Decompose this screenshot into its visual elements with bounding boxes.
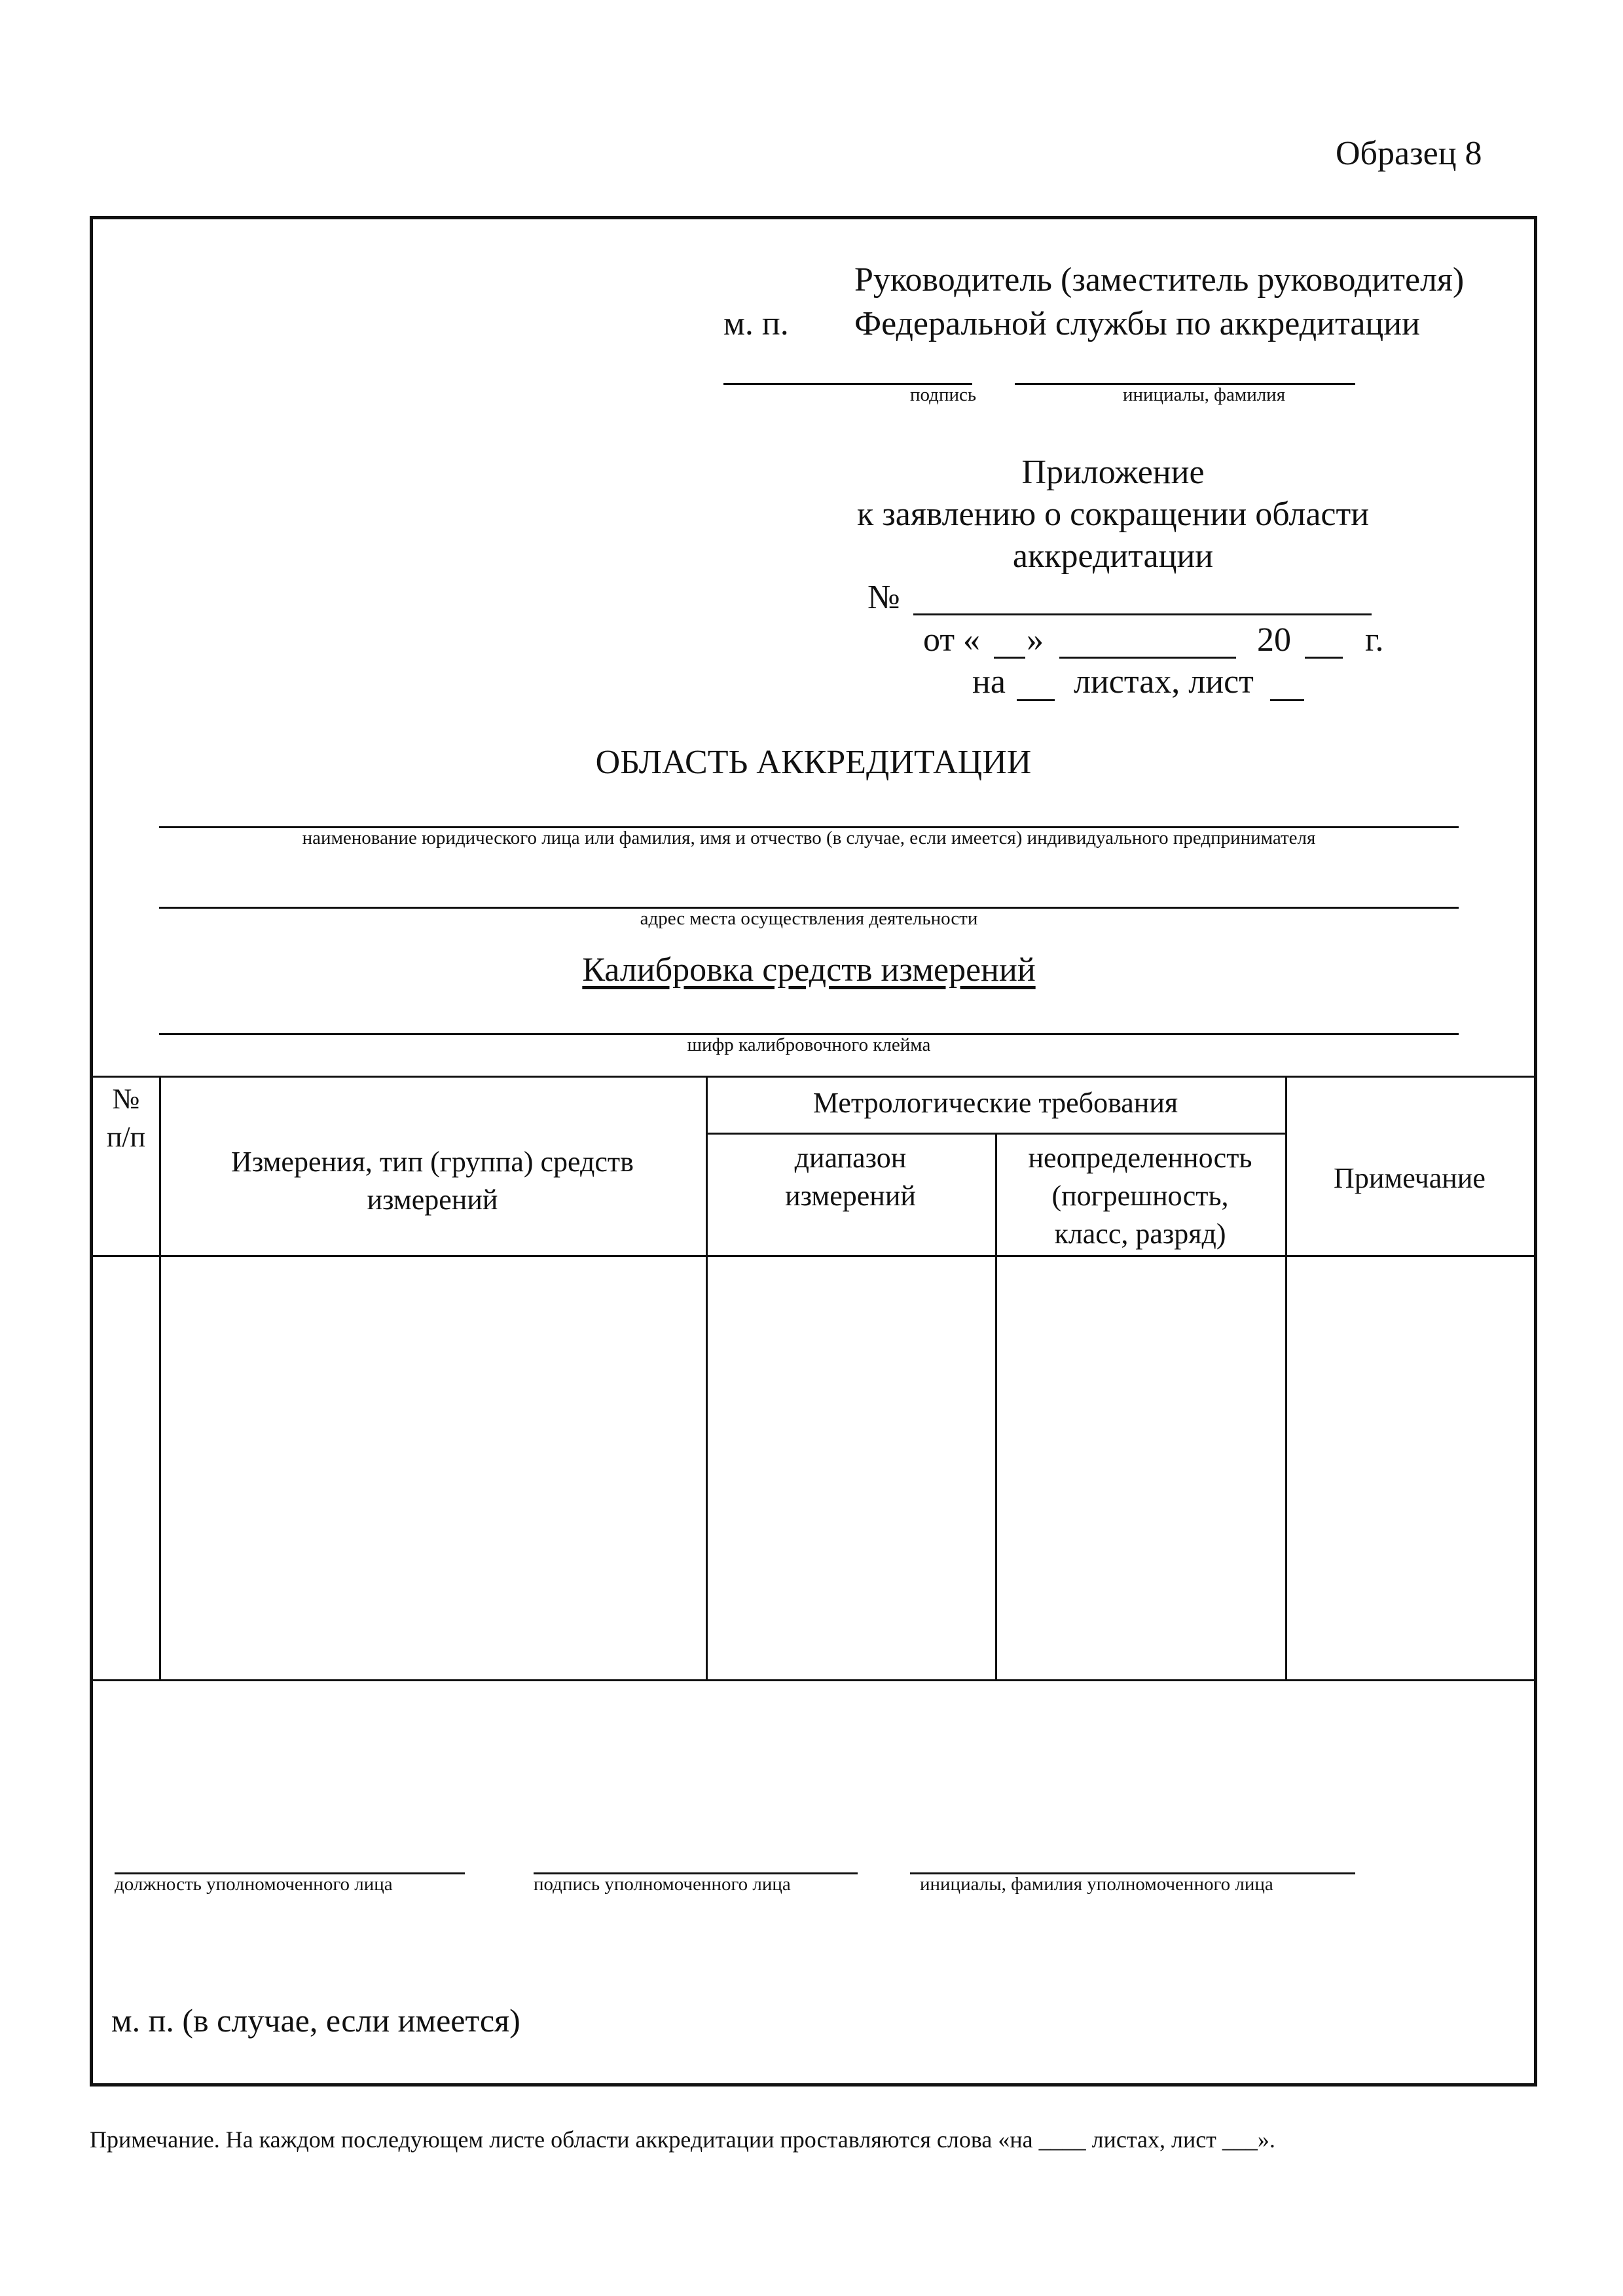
header-measure-line2: измерений	[367, 1184, 498, 1216]
address-caption: адрес места осуществления деятельности	[640, 908, 978, 929]
position-caption: должность уполномоченного лица	[115, 1874, 393, 1895]
year-field[interactable]	[1305, 657, 1343, 659]
header-measure-line1: Измерения, тип (группа) средств	[231, 1146, 634, 1178]
mark-code-caption: шифр калибровочного клейма	[687, 1034, 931, 1055]
header-uncert-line1: неопределенность	[1028, 1142, 1252, 1174]
activity-title: Калибровка средств измерений	[582, 951, 1036, 989]
table-bottom-border	[93, 1679, 1534, 1681]
signature-caption: подпись	[910, 384, 977, 405]
sheet-number-field[interactable]	[1270, 699, 1304, 701]
approver-title-line1: Руководитель (заместитель руководителя)	[854, 261, 1465, 299]
day-field[interactable]	[994, 657, 1025, 659]
year-prefix: 20	[1257, 621, 1291, 659]
footnote: Примечание. На каждом последующем листе области аккредитации проставляются слова «на ____ листах, лист ___».	[90, 2126, 1275, 2153]
name-caption: инициалы, фамилия	[1123, 384, 1286, 405]
header-metrology-group: Метрологические требования	[812, 1087, 1178, 1119]
year-suffix: г.	[1365, 621, 1384, 659]
appendix-title: Приложение	[1021, 454, 1205, 491]
stamp-note: м. п. (в случае, если имеется)	[111, 2002, 520, 2039]
header-uncert-line2: (погрешность,	[1051, 1180, 1229, 1212]
header-note: Примечание	[1334, 1162, 1486, 1194]
approver-title-line2: Федеральной службы по аккредитации	[854, 305, 1420, 342]
document-heading: ОБЛАСТЬ АККРЕДИТАЦИИ	[595, 744, 1032, 781]
sheets-count-field[interactable]	[1017, 699, 1055, 701]
sheets-mid: листах, лист	[1074, 663, 1254, 701]
header-range-line1: диапазон	[794, 1142, 907, 1174]
sample-label: Образец 8	[1336, 135, 1482, 172]
table-top-border	[93, 1076, 1534, 1078]
header-num-line1: №	[112, 1083, 140, 1115]
date-prefix: от «	[923, 621, 981, 659]
signature-authorized-caption: подпись уполномоченного лица	[534, 1874, 791, 1895]
entity-caption: наименование юридического лица или фамилия, имя и отчество (в случае, если имеется) индивидуального предпринимателя	[302, 828, 1316, 848]
table-row[interactable]	[93, 1257, 1534, 1679]
number-field[interactable]	[913, 613, 1372, 615]
appendix-line2: к заявлению о сокращении области	[856, 496, 1370, 533]
month-field[interactable]	[1059, 657, 1236, 659]
stamp-mark: м. п.	[723, 305, 789, 342]
header-range-line2: измерений	[785, 1180, 916, 1212]
number-label: №	[867, 579, 900, 616]
date-mid: »	[1027, 621, 1044, 659]
name-authorized-caption: инициалы, фамилия уполномоченного лица	[920, 1874, 1273, 1895]
appendix-line3: аккредитации	[1012, 538, 1214, 575]
header-uncert-line3: класс, разряд)	[1054, 1218, 1226, 1250]
header-num-line2: п/п	[106, 1121, 146, 1153]
sheets-prefix: на	[972, 663, 1006, 701]
